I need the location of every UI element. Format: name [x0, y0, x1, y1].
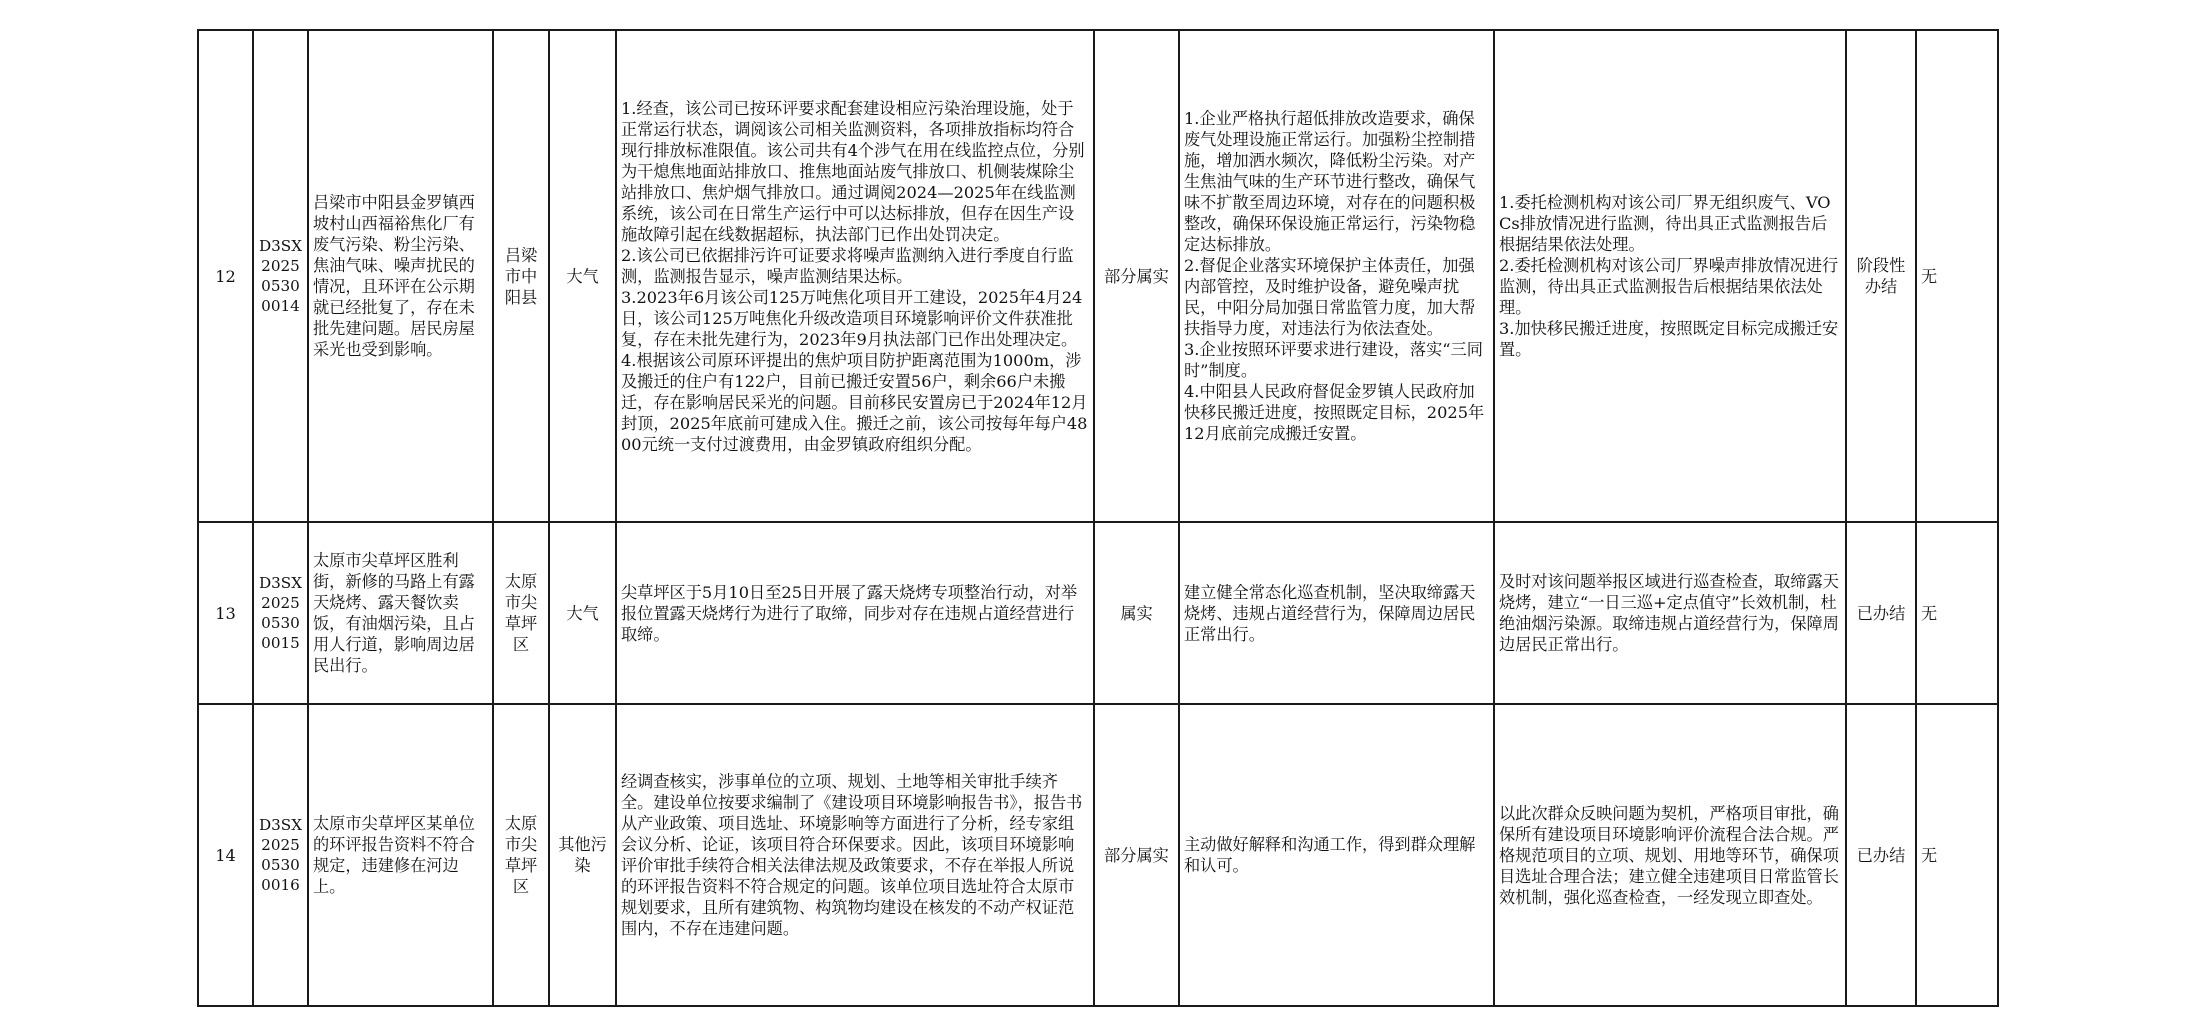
handling-status: 已办结	[1846, 522, 1916, 704]
investigation-result	[616, 704, 1094, 1006]
rectification-plan	[1179, 704, 1494, 1006]
measure-paragraph: 1.委托检测机构对该公司厂界无组织废气、VOCs排放情况进行监测，待出具正式监测报告后根据结果依法处理。	[1499, 193, 1831, 254]
accountability: 无	[1916, 30, 1998, 522]
measure-paragraph: 以此次群众反映问题为契机，严格项目审批，确保所有建设项目环境影响评价流程合法合规。严格规范项目的立项、规划、用地等环节，确保项目选址合理合法；建立健全违建项目日常监管长效机制，强化巡查检查，一经发现立即查处。	[1499, 803, 1839, 907]
investigation-result	[616, 522, 1094, 704]
complaint-content: 吕梁市中阳县金罗镇西坡村山西福裕焦化厂有废气污染、粉尘污染、焦油气味、噪声扰民的情况，且环评在公示期就已经批复了，存在未批先建问题。居民房屋采光也受到影响。	[308, 30, 493, 522]
rectification-paragraph: 3.企业按照环评要求进行建设，落实“三同时”制度。	[1184, 340, 1483, 380]
complaint-handling-table	[197, 29, 1999, 1007]
pollution-type: 大气	[549, 522, 616, 704]
accountability: 无	[1916, 522, 1998, 704]
complaint-content: 太原市尖草坪区胜利街，新修的马路上有露天烧烤、露天餐饮卖饭，有油烟污染，且占用人行道，影响周边居民出行。	[308, 522, 493, 704]
pollution-type: 大气	[549, 30, 616, 522]
rectification-plan	[1179, 522, 1494, 704]
investigation-paragraph: 2.该公司已依据排污许可证要求将噪声监测纳入进行季度自行监测，监测报告显示，噪声监测结果达标。	[621, 245, 1074, 286]
investigation-paragraph: 3.2023年6月该公司125万吨焦化项目开工建设，2025年4月24日，该公司125万吨焦化升级改造项目环境影响评价文件获准批复，存在未批先建行为，2023年9月执法部门已作出处理决定。	[621, 287, 1083, 349]
accountability: 无	[1916, 704, 1998, 1006]
complaint-content: 太原市尖草坪区某单位的环评报告资料不符合规定，违建修在河边上。	[308, 704, 493, 1006]
case-code: D3SX202505300014	[253, 30, 308, 522]
verification-verdict: 部分属实	[1094, 704, 1179, 1006]
investigation-paragraph: 经调查核实，涉事单位的立项、规划、土地等相关审批手续齐全。建设单位按要求编制了《建设项目环境影响报告书》，报告书从产业政策、项目选址、环境影响等方面进行了分析，经专家组会议分析、论证，该项目符合环保要求。因此，该项目环境影响评价审批手续符合相关法律法规及政策要求，不存在举报人所说的环评报告资料不符合规定的问题。该单位项目选址符合太原市规划要求，且所有建筑物、构筑物均建设在核发的不动产权证范围内，不存在违建问题。	[621, 772, 1083, 938]
measure-paragraph: 及时对该问题举报区域进行巡查检查，取缔露天烧烤，建立“一日三巡+定点值守”长效机制，杜绝油烟污染源。取缔违规占道经营行为，保障周边居民正常出行。	[1499, 572, 1839, 654]
row-number: 12	[198, 30, 253, 522]
case-code: D3SX202505300015	[253, 522, 308, 704]
measure-paragraph: 2.委托检测机构对该公司厂界噪声排放情况进行监测，待出具正式监测报告后根据结果依法处理。	[1499, 256, 1839, 317]
handling-status: 已办结	[1846, 704, 1916, 1006]
rectification-paragraph: 主动做好解释和沟通工作，得到群众理解和认可。	[1184, 835, 1476, 875]
row-number: 14	[198, 704, 253, 1006]
handling-measures	[1494, 522, 1846, 704]
measure-paragraph: 3.加快移民搬迁进度，按照既定目标完成搬迁安置。	[1499, 319, 1839, 359]
administrative-area: 吕梁市中阳县	[493, 30, 549, 522]
verification-verdict: 属实	[1094, 522, 1179, 704]
rectification-paragraph: 2.督促企业落实环境保护主体责任，加强内部管控，及时维护设备，避免噪声扰民，中阳分局加强日常监管力度，加大帮扶指导力度，对违法行为依法查处。	[1184, 256, 1476, 338]
rectification-paragraph: 建立健全常态化巡查机制，坚决取缔露天烧烤、违规占道经营行为，保障周边居民正常出行。	[1184, 582, 1476, 644]
rectification-paragraph: 1.企业严格执行超低排放改造要求，确保废气处理设施正常运行。加强粉尘控制措施，增加洒水频次，降低粉尘污染。对产生焦油气味的生产环节进行整改，确保气味不扩散至周边环境，对存在的问题积极整改，确保环保设施正常运行，污染物稳定达标排放。	[1184, 109, 1476, 254]
handling-status: 阶段性办结	[1846, 30, 1916, 522]
investigation-paragraph: 尖草坪区于5月10日至25日开展了露天烧烤专项整治行动，对举报位置露天烧烤行为进行了取缔，同步对存在违规占道经营进行取缔。	[621, 582, 1078, 644]
pollution-type: 其他污染	[549, 704, 616, 1006]
investigation-result	[616, 30, 1094, 522]
handling-measures	[1494, 30, 1846, 522]
case-code: D3SX202505300016	[253, 704, 308, 1006]
table-row	[198, 522, 1998, 704]
rectification-plan	[1179, 30, 1494, 522]
administrative-area: 太原市尖草坪区	[493, 704, 549, 1006]
rectification-paragraph: 4.中阳县人民政府督促金罗镇人民政府加快移民搬迁进度，按照既定目标，2025年12月底前完成搬迁安置。	[1184, 382, 1485, 443]
investigation-paragraph: 1.经查，该公司已按环评要求配套建设相应污染治理设施，处于正常运行状态，调阅该公司相关监测资料，各项排放指标均符合现行排放标准限值。该公司共有4个涉气在用在线监控点位，分别为干熄焦地面站排放口、推焦地面站废气排放口、机侧装煤除尘站排放口、焦炉烟气排放口。通过调阅2024—2025年在线监测系统，该公司在日常生产运行中可以达标排放，但存在因生产设施故障引起在线数据超标，执法部门已作出处罚决定。	[621, 98, 1085, 244]
handling-measures	[1494, 704, 1846, 1006]
investigation-paragraph: 4.根据该公司原环评提出的焦炉项目防护距离范围为1000m，涉及搬迁的住户有122户，目前已搬迁安置56户，剩余66户未搬迁，存在影响居民采光的问题。目前移民安置房已于2024年12月封顶，2025年底前可建成入住。搬迁之前，该公司按每年每户4800元统一支付过渡费用，由金罗镇政府组织分配。	[621, 350, 1088, 454]
verification-verdict: 部分属实	[1094, 30, 1179, 522]
table-row	[198, 704, 1998, 1006]
table-row	[198, 30, 1998, 522]
row-number: 13	[198, 522, 253, 704]
administrative-area: 太原市尖草坪区	[493, 522, 549, 704]
